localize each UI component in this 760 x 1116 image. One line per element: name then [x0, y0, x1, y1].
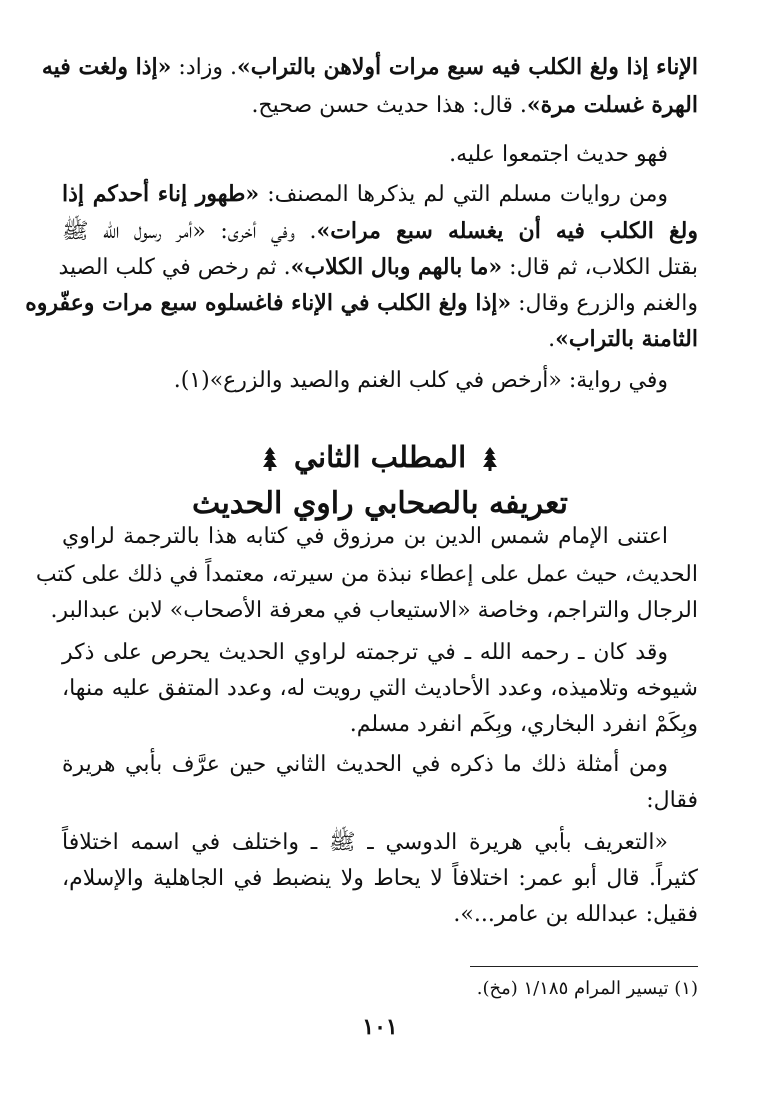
text-line — [62, 520, 668, 554]
text-line — [62, 322, 698, 357]
text-span: اعتنى الإمام شمس الدين بن مرزوق في كتابه هذا بالترجمة لراوي — [62, 524, 668, 549]
text-line — [50, 594, 698, 628]
text-line — [62, 214, 698, 249]
text-line — [58, 250, 698, 285]
text-line — [35, 558, 698, 592]
text-span: فقال: — [646, 788, 698, 813]
text-line — [62, 862, 698, 896]
ornament-icon — [482, 446, 498, 472]
text-span: ومن روايات مسلم التي لم يذكرها المصنف: — [259, 182, 669, 207]
text-span: . وزاد: — [171, 55, 237, 80]
text-line — [62, 88, 698, 123]
bold-text: الإناء إذا ولغ الكلب فيه سبع مرات أولاهن بالتراب» — [236, 54, 698, 80]
ornament-icon — [262, 446, 278, 472]
bold-text: الثامنة بالتراب» — [555, 326, 698, 352]
bold-text: «إذا ولغ الكلب في الإناء فاغسلوه سبع مرات وعفّروه — [25, 290, 512, 316]
text-span: ومن أمثلة ذلك ما ذكره في الحديث الثاني حين عرَّف بأبي هريرة — [62, 752, 668, 777]
text-line — [62, 672, 698, 706]
text-span: . قال: هذا حديث حسن صحيح. — [251, 93, 527, 118]
text-line — [62, 898, 698, 932]
text-span: والغنم والزرع وقال: — [511, 291, 698, 316]
text-span: بقتل الكلاب، ثم قال: — [502, 255, 698, 280]
text-span: وبِكَمْ انفرد البخاري، وبِكَم انفرد مسلم. — [349, 712, 698, 737]
text-line — [62, 364, 668, 398]
text-line — [25, 286, 698, 321]
text-span: وفي رواية: «أرخص في كلب الغنم والصيد والزرع»(١). — [173, 368, 668, 393]
bold-text: الهرة غسلت مرة» — [526, 92, 698, 118]
text-line — [41, 50, 698, 85]
text-line — [62, 826, 668, 860]
section-title: المطلب الثاني — [293, 440, 467, 474]
text-line — [62, 708, 698, 742]
text-line — [62, 177, 668, 212]
text-line — [62, 748, 668, 782]
bold-text: ولغ الكلب فيه أن يغسله سبع مرات» — [316, 218, 698, 244]
section-heading — [0, 440, 760, 474]
text-line — [62, 784, 698, 818]
text-span: الرجال والتراجم، وخاصة «الاستيعاب في معرفة الأصحاب» لابن عبدالبر. — [50, 598, 698, 623]
text-span: «التعريف بأبي هريرة الدوسي ـ ﷺ ـ واختلف في اسمه اختلافاً — [62, 830, 668, 855]
text-span: شيوخه وتلاميذه، وعدد الأحاديث التي رويت له، وعدد المتفق عليه منها، — [62, 676, 698, 701]
text-line — [62, 636, 668, 670]
text-line — [62, 138, 668, 172]
bold-text: «طهور إناء أحدكم إذا — [62, 181, 260, 207]
text-span: كثيراً. قال أبو عمر: اختلافاً لا يحاط ولا ينضبط في الجاهلية والإسلام، — [62, 866, 698, 891]
page-number: ١٠١ — [362, 1014, 398, 1040]
text-span: . — [548, 327, 556, 352]
text-span: فقيل: عبدالله بن عامر...». — [453, 902, 698, 927]
text-span: الحديث، حيث عمل على إعطاء نبذة من سيرته، معتمداً في ذلك على كتب — [35, 562, 698, 587]
bold-text: «ما بالهم وبال الكلاب» — [290, 254, 503, 280]
text-span: . وفي أخرى: «أمر رسول الله ﷺ — [62, 219, 317, 244]
main-title: تعريفه بالصحابي راوي الحديث — [191, 486, 568, 521]
text-span: وقد كان ـ رحمه الله ـ في ترجمته لراوي الحديث يحرص على ذكر — [62, 640, 668, 665]
text-span: فهو حديث اجتمعوا عليه. — [449, 142, 668, 167]
bold-text: «إذا ولغت فيه — [41, 54, 172, 80]
footnote-divider — [470, 966, 698, 967]
footnote: (١) تيسير المرام ١/١٨٥ (مخ). — [476, 978, 698, 999]
text-span: . ثم رخص في كلب الصيد — [58, 255, 291, 280]
